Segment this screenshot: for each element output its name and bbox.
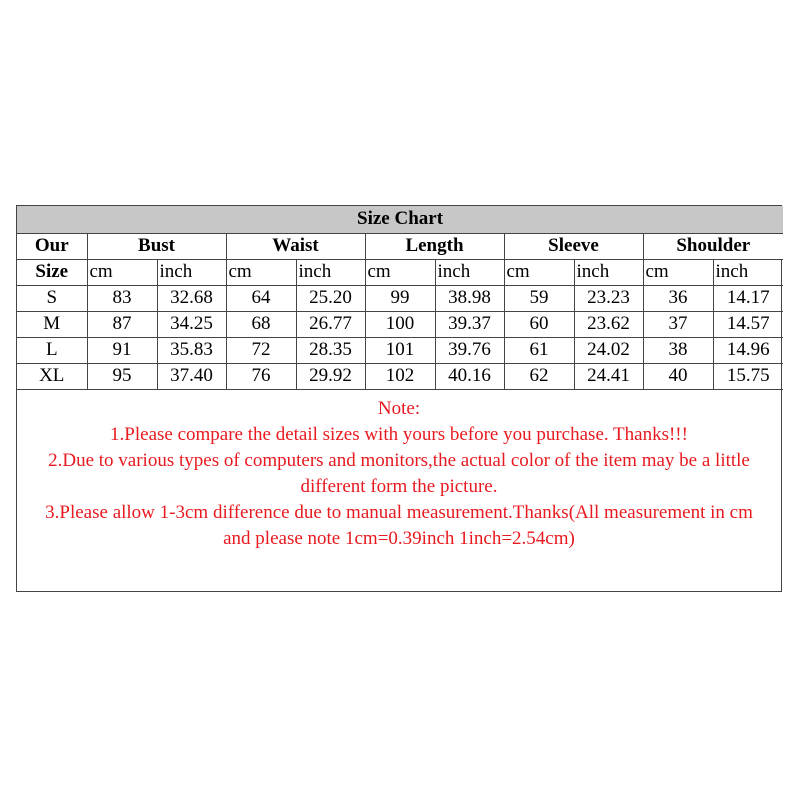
unit-cm: cm (365, 259, 435, 285)
value-cell: 83 (87, 285, 157, 311)
unit-cm: cm (87, 259, 157, 285)
table-row (17, 337, 783, 363)
value-cell: 40.16 (435, 363, 504, 389)
unit-inch: inch (574, 259, 643, 285)
value-cell: 60 (504, 311, 574, 337)
value-cell: 76 (226, 363, 296, 389)
note-line: 2.Due to various types of computers and monitors,the actual color of the item may be a little (48, 450, 750, 471)
header-shoulder: Shoulder (643, 233, 783, 259)
value-cell: 29.92 (296, 363, 365, 389)
value-cell: 100 (365, 311, 435, 337)
header-waist: Waist (226, 233, 365, 259)
value-cell: 37.40 (157, 363, 226, 389)
table-row (17, 363, 783, 389)
value-cell: 24.02 (574, 337, 643, 363)
header-sleeve: Sleeve (504, 233, 643, 259)
value-cell: 99 (365, 285, 435, 311)
table-row (17, 285, 783, 311)
unit-inch: inch (435, 259, 504, 285)
value-cell: 14.96 (713, 337, 783, 363)
unit-cm: cm (504, 259, 574, 285)
value-cell: 102 (365, 363, 435, 389)
value-cell: 59 (504, 285, 574, 311)
value-cell: 87 (87, 311, 157, 337)
note-line: different form the picture. (300, 476, 498, 497)
size-header-top: Our (17, 233, 87, 259)
note-line: 1.Please compare the detail sizes with yours before you purchase. Thanks!!! (110, 424, 688, 445)
unit-inch: inch (296, 259, 365, 285)
value-cell: 39.76 (435, 337, 504, 363)
value-cell: 28.35 (296, 337, 365, 363)
note-line: 3.Please allow 1-3cm difference due to manual measurement.Thanks(All measurement in cm (45, 502, 753, 523)
unit-inch: inch (713, 259, 783, 285)
value-cell: 26.77 (296, 311, 365, 337)
value-cell: 62 (504, 363, 574, 389)
value-cell: 35.83 (157, 337, 226, 363)
value-cell: 40 (643, 363, 713, 389)
value-cell: 32.68 (157, 285, 226, 311)
value-cell: 101 (365, 337, 435, 363)
value-cell: 25.20 (296, 285, 365, 311)
value-cell: 14.17 (713, 285, 783, 311)
unit-cm: cm (226, 259, 296, 285)
size-table (17, 206, 783, 390)
size-cell: M (17, 311, 87, 337)
value-cell: 23.23 (574, 285, 643, 311)
value-cell: 72 (226, 337, 296, 363)
value-cell: 68 (226, 311, 296, 337)
value-cell: 15.75 (713, 363, 783, 389)
value-cell: 38.98 (435, 285, 504, 311)
value-cell: 61 (504, 337, 574, 363)
value-cell: 37 (643, 311, 713, 337)
value-cell: 95 (87, 363, 157, 389)
table-row (17, 311, 783, 337)
value-cell: 38 (643, 337, 713, 363)
value-cell: 24.41 (574, 363, 643, 389)
value-cell: 23.62 (574, 311, 643, 337)
value-cell: 14.57 (713, 311, 783, 337)
size-cell: S (17, 285, 87, 311)
size-cell: L (17, 337, 87, 363)
header-length: Length (365, 233, 504, 259)
size-chart (16, 205, 782, 592)
header-bust: Bust (87, 233, 226, 259)
table-title: Size Chart (17, 206, 783, 233)
note-line: and please note 1cm=0.39inch 1inch=2.54cm) (223, 528, 575, 549)
size-cell: XL (17, 363, 87, 389)
value-cell: 91 (87, 337, 157, 363)
size-header-bottom: Size (17, 259, 87, 285)
value-cell: 34.25 (157, 311, 226, 337)
note-heading: Note: (377, 398, 421, 419)
value-cell: 39.37 (435, 311, 504, 337)
notes-section (17, 396, 781, 552)
value-cell: 64 (226, 285, 296, 311)
unit-cm: cm (643, 259, 713, 285)
unit-inch: inch (157, 259, 226, 285)
value-cell: 36 (643, 285, 713, 311)
